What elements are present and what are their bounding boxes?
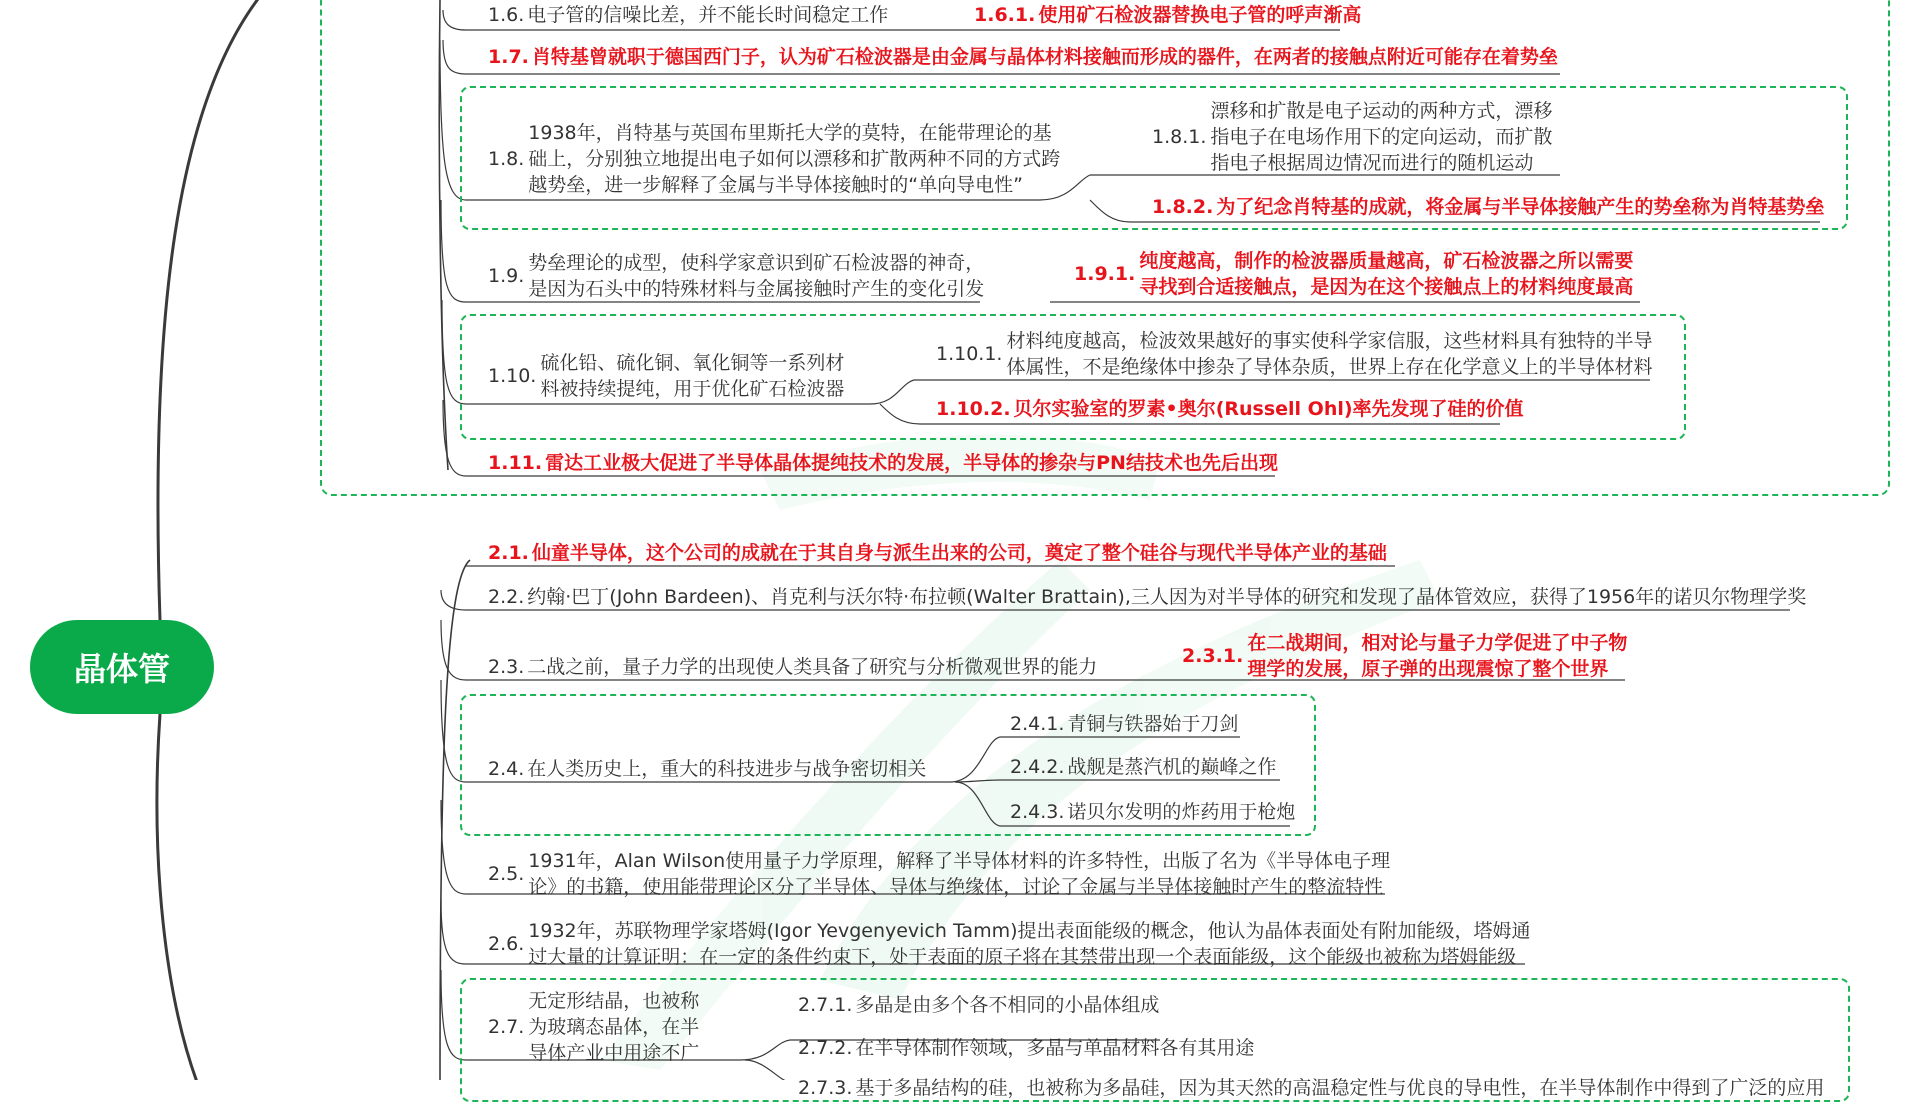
node-number: 1.6. xyxy=(488,4,525,26)
root-branch-section2 xyxy=(157,714,200,1080)
node-line: 1932年，苏联物理学家塔姆(Igor Yevgenyevich Tamm)提出表面能级的概念，他认为晶体表面处有附加能级，塔姆通 xyxy=(528,920,1531,942)
node-2-7-2[interactable] xyxy=(798,1035,1254,1061)
node-number: 2.2. xyxy=(488,586,525,608)
node-text: 肖特基曾就职于德国西门子，认为矿石检波器是由金属与晶体材料接触而形成的器件，在两者的接触点附近可能存在着势垒 xyxy=(531,46,1558,68)
node-text: 诺贝尔发明的炸药用于枪炮 xyxy=(1067,801,1296,823)
node-text: 电子管的信噪比差，并不能长时间稳定工作 xyxy=(527,4,889,26)
node-line: 在二战期间，相对论与量子力学促进了中子物 xyxy=(1247,632,1628,654)
node-2-1[interactable] xyxy=(488,540,1387,566)
node-text: 在半导体制作领域，多晶与单晶材料各有其用途 xyxy=(855,1037,1255,1059)
node-1-11[interactable] xyxy=(488,450,1278,476)
node-number: 1.8. xyxy=(488,148,525,170)
node-2-4-1[interactable] xyxy=(1010,711,1238,737)
node-text xyxy=(1006,328,1652,380)
node-text: 青铜与铁器始于刀剑 xyxy=(1067,713,1239,735)
node-number: 2.4.1. xyxy=(1010,713,1065,735)
node-line: 材料纯度越高，检波效果越好的事实使科学家信服，这些材料具有独特的半导 xyxy=(1006,330,1653,352)
node-number: 2.7.3. xyxy=(798,1077,853,1099)
node-line: 1931年，Alan Wilson使用量子力学原理，解释了半导体材料的许多特性，出版了名为《半导体电子理 xyxy=(528,850,1391,872)
node-2-2[interactable] xyxy=(488,584,1806,610)
node-number: 2.3. xyxy=(488,656,525,678)
node-text: 仙童半导体，这个公司的成就在于其自身与派生出来的公司，奠定了整个硅谷与现代半导体产业的基础 xyxy=(531,542,1387,564)
node-line: 导体产业中用途不广 xyxy=(528,1042,700,1064)
node-number: 2.6. xyxy=(488,933,525,955)
node-number: 2.1. xyxy=(488,542,529,564)
node-number: 1.10. xyxy=(488,365,537,387)
node-number: 2.5. xyxy=(488,863,525,885)
node-number: 1.8.1. xyxy=(1152,126,1207,148)
node-line: 无定形结晶，也被称 xyxy=(528,990,700,1012)
node-number: 2.4.3. xyxy=(1010,801,1065,823)
node-line: 料被持续提纯，用于优化矿石检波器 xyxy=(540,378,845,400)
node-number: 1.10.2. xyxy=(936,398,1011,420)
node-line: 漂移和扩散是电子运动的两种方式，漂移 xyxy=(1210,100,1553,122)
node-text: 在人类历史上，重大的科技进步与战争密切相关 xyxy=(527,758,927,780)
node-number: 1.6.1. xyxy=(974,4,1036,26)
node-number: 1.9.1. xyxy=(1074,263,1136,285)
node-text xyxy=(528,918,1530,970)
node-1-9-1[interactable] xyxy=(1074,248,1633,300)
node-number: 1.8.2. xyxy=(1152,196,1214,218)
node-2-3[interactable] xyxy=(488,654,1097,680)
node-2-5[interactable] xyxy=(488,848,1390,900)
node-text: 贝尔实验室的罗素•奥尔(Russell Ohl)率先发现了硅的价值 xyxy=(1013,398,1524,420)
node-text xyxy=(1139,248,1633,300)
node-text: 雷达工业极大促进了半导体晶体提纯技术的发展，半导体的掺杂与PN结技术也先后出现 xyxy=(545,452,1278,474)
node-1-10-1[interactable] xyxy=(936,328,1653,380)
node-2-7[interactable] xyxy=(488,988,699,1066)
node-line: 过大量的计算证明：在一定的条件约束下，处于表面的原子将在其禁带出现一个表面能级，这个能级也被称为塔姆能级 xyxy=(528,946,1517,968)
node-2-7-3[interactable] xyxy=(798,1075,1824,1101)
node-line: 指电子根据周边情况而进行的随机运动 xyxy=(1210,152,1534,174)
node-line: 础上，分别独立地提出电子如何以漂移和扩散两种不同的方式跨 xyxy=(528,148,1061,170)
node-number: 2.4. xyxy=(488,758,525,780)
node-number: 2.7.1. xyxy=(798,994,853,1016)
node-text: 使用矿石检波器替换电子管的呼声渐高 xyxy=(1038,4,1362,26)
node-1-10-2[interactable] xyxy=(936,396,1524,422)
watermark-decoration xyxy=(600,435,1440,1070)
root-branch-section1 xyxy=(158,0,265,620)
node-text xyxy=(1247,630,1627,682)
node-line: 寻找到合适接触点，是因为在这个接触点上的材料纯度最高 xyxy=(1139,276,1634,298)
node-line: 理学的发展，原子弹的出现震惊了整个世界 xyxy=(1247,658,1609,680)
node-1-10[interactable] xyxy=(488,350,844,402)
root-topic[interactable]: 晶体管 xyxy=(30,620,214,714)
node-number: 2.7. xyxy=(488,1016,525,1038)
node-line: 体属性，不是绝缘体中掺杂了导体杂质，世界上存在化学意义上的半导体材料 xyxy=(1006,356,1653,378)
node-line: 势垒理论的成型，使科学家意识到矿石检波器的神奇， xyxy=(528,252,985,274)
node-text: 多晶是由多个各不相同的小晶体组成 xyxy=(855,994,1160,1016)
node-1-9[interactable] xyxy=(488,250,984,302)
node-number: 1.9. xyxy=(488,265,525,287)
node-1-8[interactable] xyxy=(488,120,1060,198)
node-number: 1.11. xyxy=(488,452,543,474)
node-number: 2.4.2. xyxy=(1010,756,1065,778)
node-text: 为了纪念肖特基的成就，将金属与半导体接触产生的势垒称为肖特基势垒 xyxy=(1216,196,1825,218)
node-text: 战舰是蒸汽机的巅峰之作 xyxy=(1067,756,1277,778)
node-2-4-2[interactable] xyxy=(1010,754,1276,780)
node-2-6[interactable] xyxy=(488,918,1531,970)
node-1-6-1[interactable] xyxy=(974,2,1361,28)
node-number: 1.7. xyxy=(488,46,529,68)
node-text: 基于多晶结构的硅，也被称为多晶硅，因为其天然的高温稳定性与优良的导电性，在半导体制作中得到了广泛的应用 xyxy=(855,1077,1825,1099)
node-number: 1.10.1. xyxy=(936,343,1003,365)
node-line: 1938年，肖特基与英国布里斯托大学的莫特，在能带理论的基 xyxy=(528,122,1052,144)
node-text: 约翰·巴丁(John Bardeen)、肖克利与沃尔特·布拉顿(Walter Brattain),三人因为对半导体的研究和发现了晶体管效应，获得了1956年的诺贝尔物理学奖 xyxy=(527,586,1807,608)
node-line: 纯度越高，制作的检波器质量越高，矿石检波器之所以需要 xyxy=(1139,250,1634,272)
node-text xyxy=(528,848,1390,900)
node-text xyxy=(1210,98,1552,176)
node-1-8-1[interactable] xyxy=(1152,98,1552,176)
node-line: 越势垒，进一步解释了金属与半导体接触时的“单向导电性” xyxy=(528,174,1023,196)
node-text xyxy=(528,988,699,1066)
node-text xyxy=(528,120,1060,198)
node-1-7[interactable] xyxy=(488,44,1558,70)
node-line: 为玻璃态晶体，在半 xyxy=(528,1016,700,1038)
node-number: 2.7.2. xyxy=(798,1037,853,1059)
node-line: 硫化铅、硫化铜、氧化铜等一系列材 xyxy=(540,352,845,374)
node-number: 2.3.1. xyxy=(1182,645,1244,667)
node-line: 是因为石头中的特殊材料与金属接触时产生的变化引发 xyxy=(528,278,985,300)
node-line: 论》的书籍，使用能带理论区分了半导体、导体与绝缘体，讨论了金属与半导体接触时产生的整流特性 xyxy=(528,876,1384,898)
node-1-6[interactable] xyxy=(488,2,888,28)
node-text: 二战之前，量子力学的出现使人类具备了研究与分析微观世界的能力 xyxy=(527,656,1098,678)
node-1-8-2[interactable] xyxy=(1152,194,1824,220)
node-2-3-1[interactable] xyxy=(1182,630,1627,682)
node-2-4[interactable] xyxy=(488,756,926,782)
node-2-7-1[interactable] xyxy=(798,992,1159,1018)
node-2-4-3[interactable] xyxy=(1010,799,1295,825)
section2-spine xyxy=(440,560,470,1080)
node-text xyxy=(540,350,844,402)
node-line: 指电子在电场作用下的定向运动，而扩散 xyxy=(1210,126,1553,148)
node-text xyxy=(528,250,984,302)
